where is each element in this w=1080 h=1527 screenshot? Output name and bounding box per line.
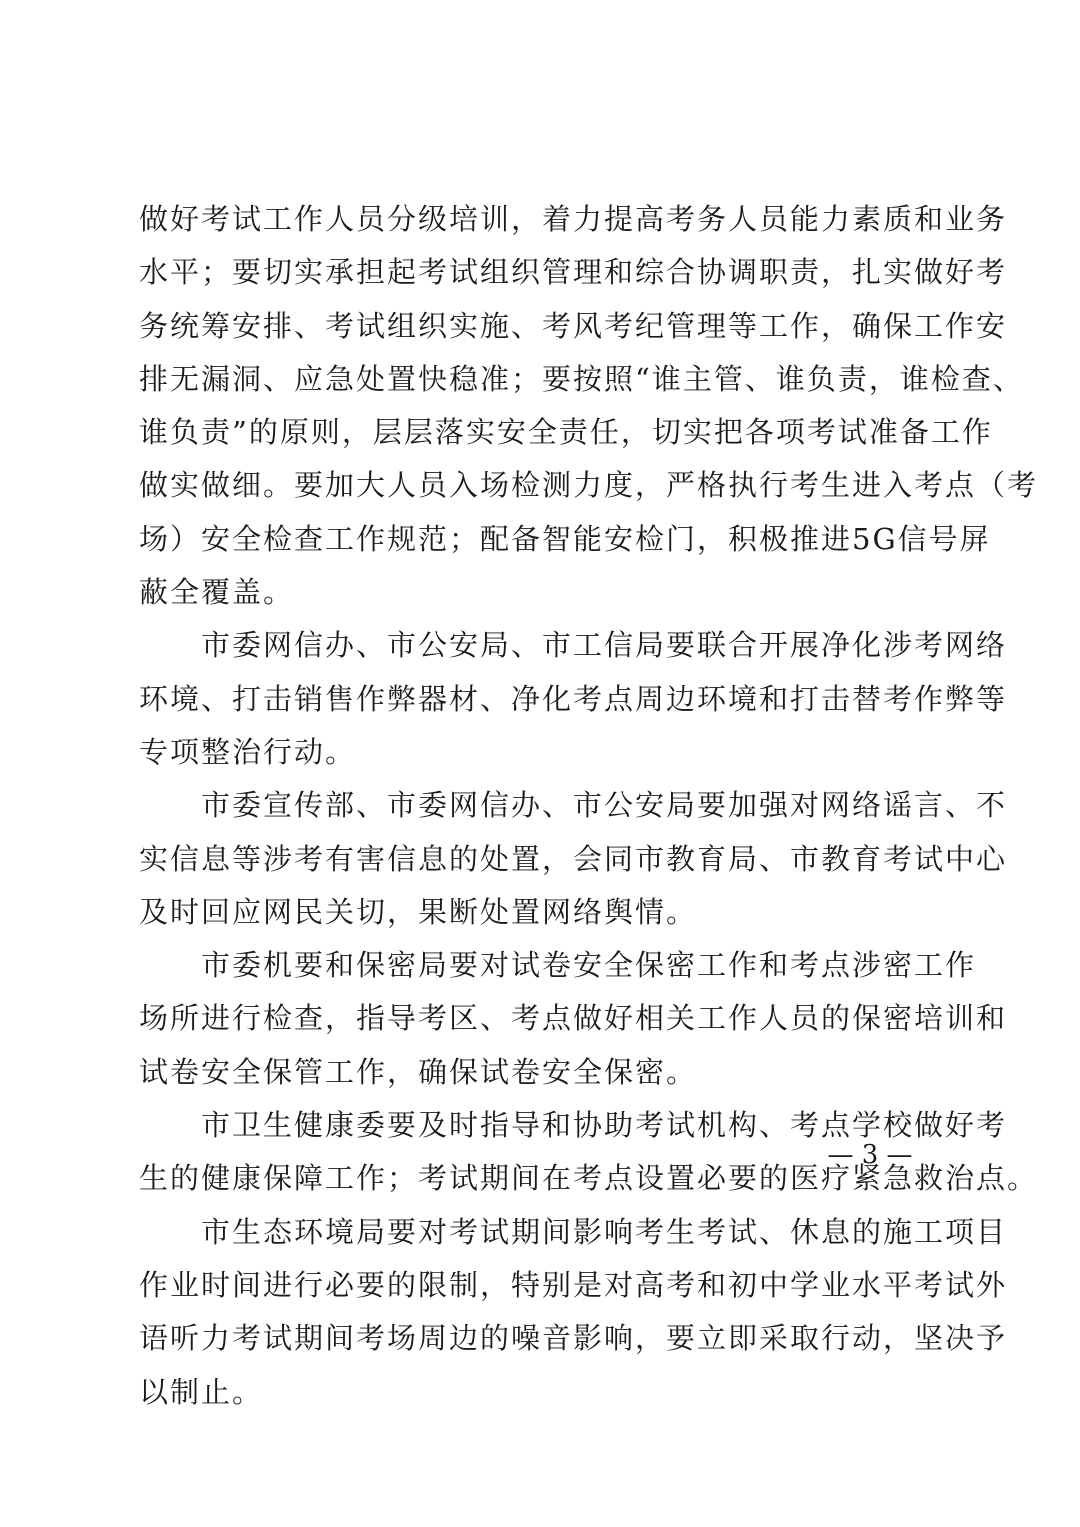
page-number: — 3 —	[827, 1140, 913, 1170]
text-line: 蔽全覆盖。	[139, 575, 295, 610]
text-line: 实信息等涉考有害信息的处置，会同市教育局、市教育考试中心	[139, 841, 1008, 876]
text-line: 谁负责”的原则，层层落实安全责任，切实把各项考试准备工作	[139, 415, 993, 450]
text-line: 做好考试工作人员分级培训，着力提高考务人员能力素质和业务	[139, 202, 1008, 236]
text-line: 以制止。	[139, 1374, 264, 1409]
text-line: 水平；要切实承担起考试组织管理和综合协调职责，扎实做好考	[139, 255, 1008, 290]
paragraph-first-line: 市卫生健康委要及时指导和协助考试机构、考点学校做好考	[201, 1108, 1008, 1143]
paragraph-first-line: 市生态环境局要对考试期间影响考生考试、休息的施工项目	[201, 1214, 1008, 1249]
paragraph-first-line: 市委网信办、市公安局、市工信局要联合开展净化涉考网络	[201, 628, 1008, 663]
text-line: 作业时间进行必要的限制，特别是对高考和初中学业水平考试外	[139, 1267, 1008, 1302]
text-line: 环境、打击销售作弊器材、净化考点周边环境和打击替考作弊等	[139, 681, 1008, 716]
text-line: 试卷安全保管工作，确保试卷安全保密。	[139, 1054, 698, 1089]
text-line: 及时回应网民关切，果断处置网络舆情。	[139, 894, 698, 929]
body-text	[139, 193, 1039, 1419]
text-line: 专项整治行动。	[139, 734, 357, 769]
paragraph-first-line: 市委机要和保密局要对试卷安全保密工作和考点涉密工作	[201, 948, 977, 983]
text-line: 场所进行检查，指导考区、考点做好相关工作人员的保密培训和	[139, 1001, 1008, 1036]
text-line: 做实做细。要加大人员入场检测力度，严格执行考生进入考点（考	[139, 468, 1039, 503]
text-line: 生的健康保障工作；考试期间在考点设置必要的医疗紧急救治点。	[139, 1161, 1039, 1196]
text-line: 场）安全检查工作规范；配备智能安检门，积极推进5G信号屏	[139, 521, 991, 556]
text-line: 务统筹安排、考试组织实施、考风考纪管理等工作，确保工作安	[139, 308, 1008, 343]
text-line: 排无漏洞、应急处置快稳准；要按照“谁主管、谁负责，谁检查、	[139, 361, 1024, 396]
paragraph-first-line: 市委宣传部、市委网信办、市公安局要加强对网络谣言、不	[201, 788, 1008, 823]
text-line: 语听力考试期间考场周边的噪音影响，要立即采取行动，坚决予	[139, 1321, 1008, 1356]
